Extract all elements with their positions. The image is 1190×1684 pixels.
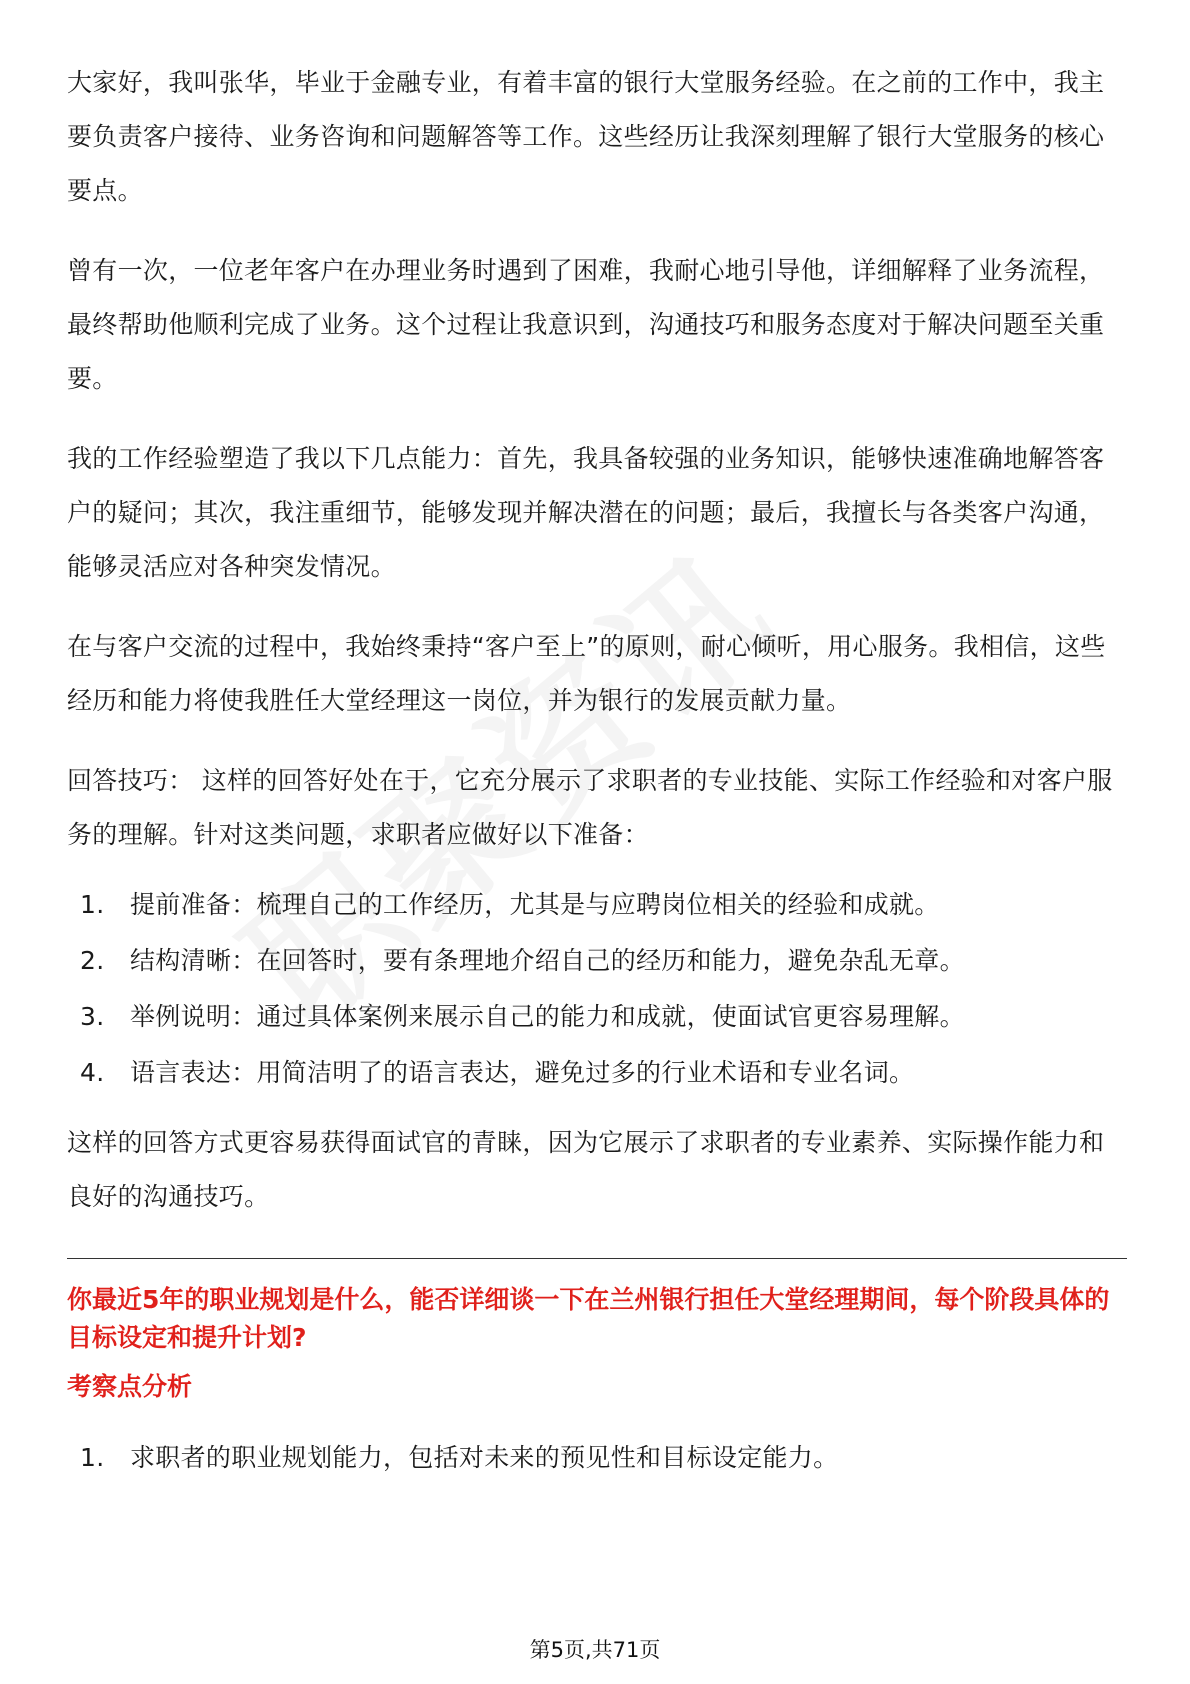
list-text: 结构清晰：在回答时，要有条理地介绍自己的经历和能力，避免杂乱无章。 — [130, 946, 965, 975]
list-text: 语言表达：用简洁明了的语言表达，避免过多的行业术语和专业名词。 — [130, 1058, 915, 1087]
paragraph-abilities: 我的工作经验塑造了我以下几点能力：首先，我具备较强的业务知识，能够快速准确地解答客户的疑问；其次，我注重细节，能够发现并解决潜在的问题；最后，我擅长与各类客户沟通，能够灵活应对各种突发情况。 — [67, 444, 1105, 581]
paragraph-principle: 在与客户交流的过程中，我始终秉持“客户至上”的原则，耐心倾听，用心服务。我相信，这些经历和能力将使我胜任大堂经理这一岗位，并为银行的发展贡献力量。 — [67, 632, 1106, 715]
analysis-list — [67, 1441, 1127, 1475]
list-item — [67, 1000, 1127, 1034]
paragraph-example: 曾有一次，一位老年客户在办理业务时遇到了困难，我耐心地引导他，详细解释了业务流程，最终帮助他顺利完成了业务。这个过程让我意识到，沟通技巧和服务态度对于解决问题至关重要。 — [67, 256, 1105, 393]
list-number: 1. — [80, 1443, 105, 1472]
paragraph-intro: 大家好，我叫张华，毕业于金融专业，有着丰富的银行大堂服务经验。在之前的工作中，我主要负责客户接待、业务咨询和问题解答等工作。这些经历让我深刻理解了银行大堂服务的核心要点。 — [67, 68, 1105, 205]
list-text: 求职者的职业规划能力，包括对未来的预见性和目标设定能力。 — [130, 1443, 839, 1472]
page-footer: 第5页,共71页 — [529, 1638, 661, 1662]
paragraph-closing: 这样的回答方式更容易获得面试官的青睐，因为它展示了求职者的专业素养、实际操作能力和良好的沟通技巧。 — [67, 1128, 1105, 1211]
list-number: 4. — [80, 1058, 105, 1087]
list-item — [67, 1441, 1127, 1475]
list-item — [67, 944, 1127, 978]
paragraph-answer-tips: 回答技巧： 这样的回答好处在于，它充分展示了求职者的专业技能、实际工作经验和对客户服务的理解。针对这类问题，求职者应做好以下准备： — [67, 766, 1113, 849]
list-item — [67, 1056, 1127, 1090]
list-number: 2. — [80, 946, 105, 975]
document-body — [67, 56, 1127, 1501]
list-number: 1. — [80, 890, 105, 919]
section-divider — [67, 1258, 1127, 1259]
list-text: 提前准备：梳理自己的工作经历，尤其是与应聘岗位相关的经验和成就。 — [130, 890, 940, 919]
tips-list — [67, 888, 1127, 1090]
analysis-heading: 考察点分析 — [67, 1372, 193, 1401]
question-heading: 你最近5年的职业规划是什么，能否详细谈一下在兰州银行担任大堂经理期间，每个阶段具体的目标设定和提升计划? — [67, 1285, 1110, 1352]
list-item — [67, 888, 1127, 922]
list-text: 举例说明：通过具体案例来展示自己的能力和成就，使面试官更容易理解。 — [130, 1002, 965, 1031]
list-number: 3. — [80, 1002, 105, 1031]
